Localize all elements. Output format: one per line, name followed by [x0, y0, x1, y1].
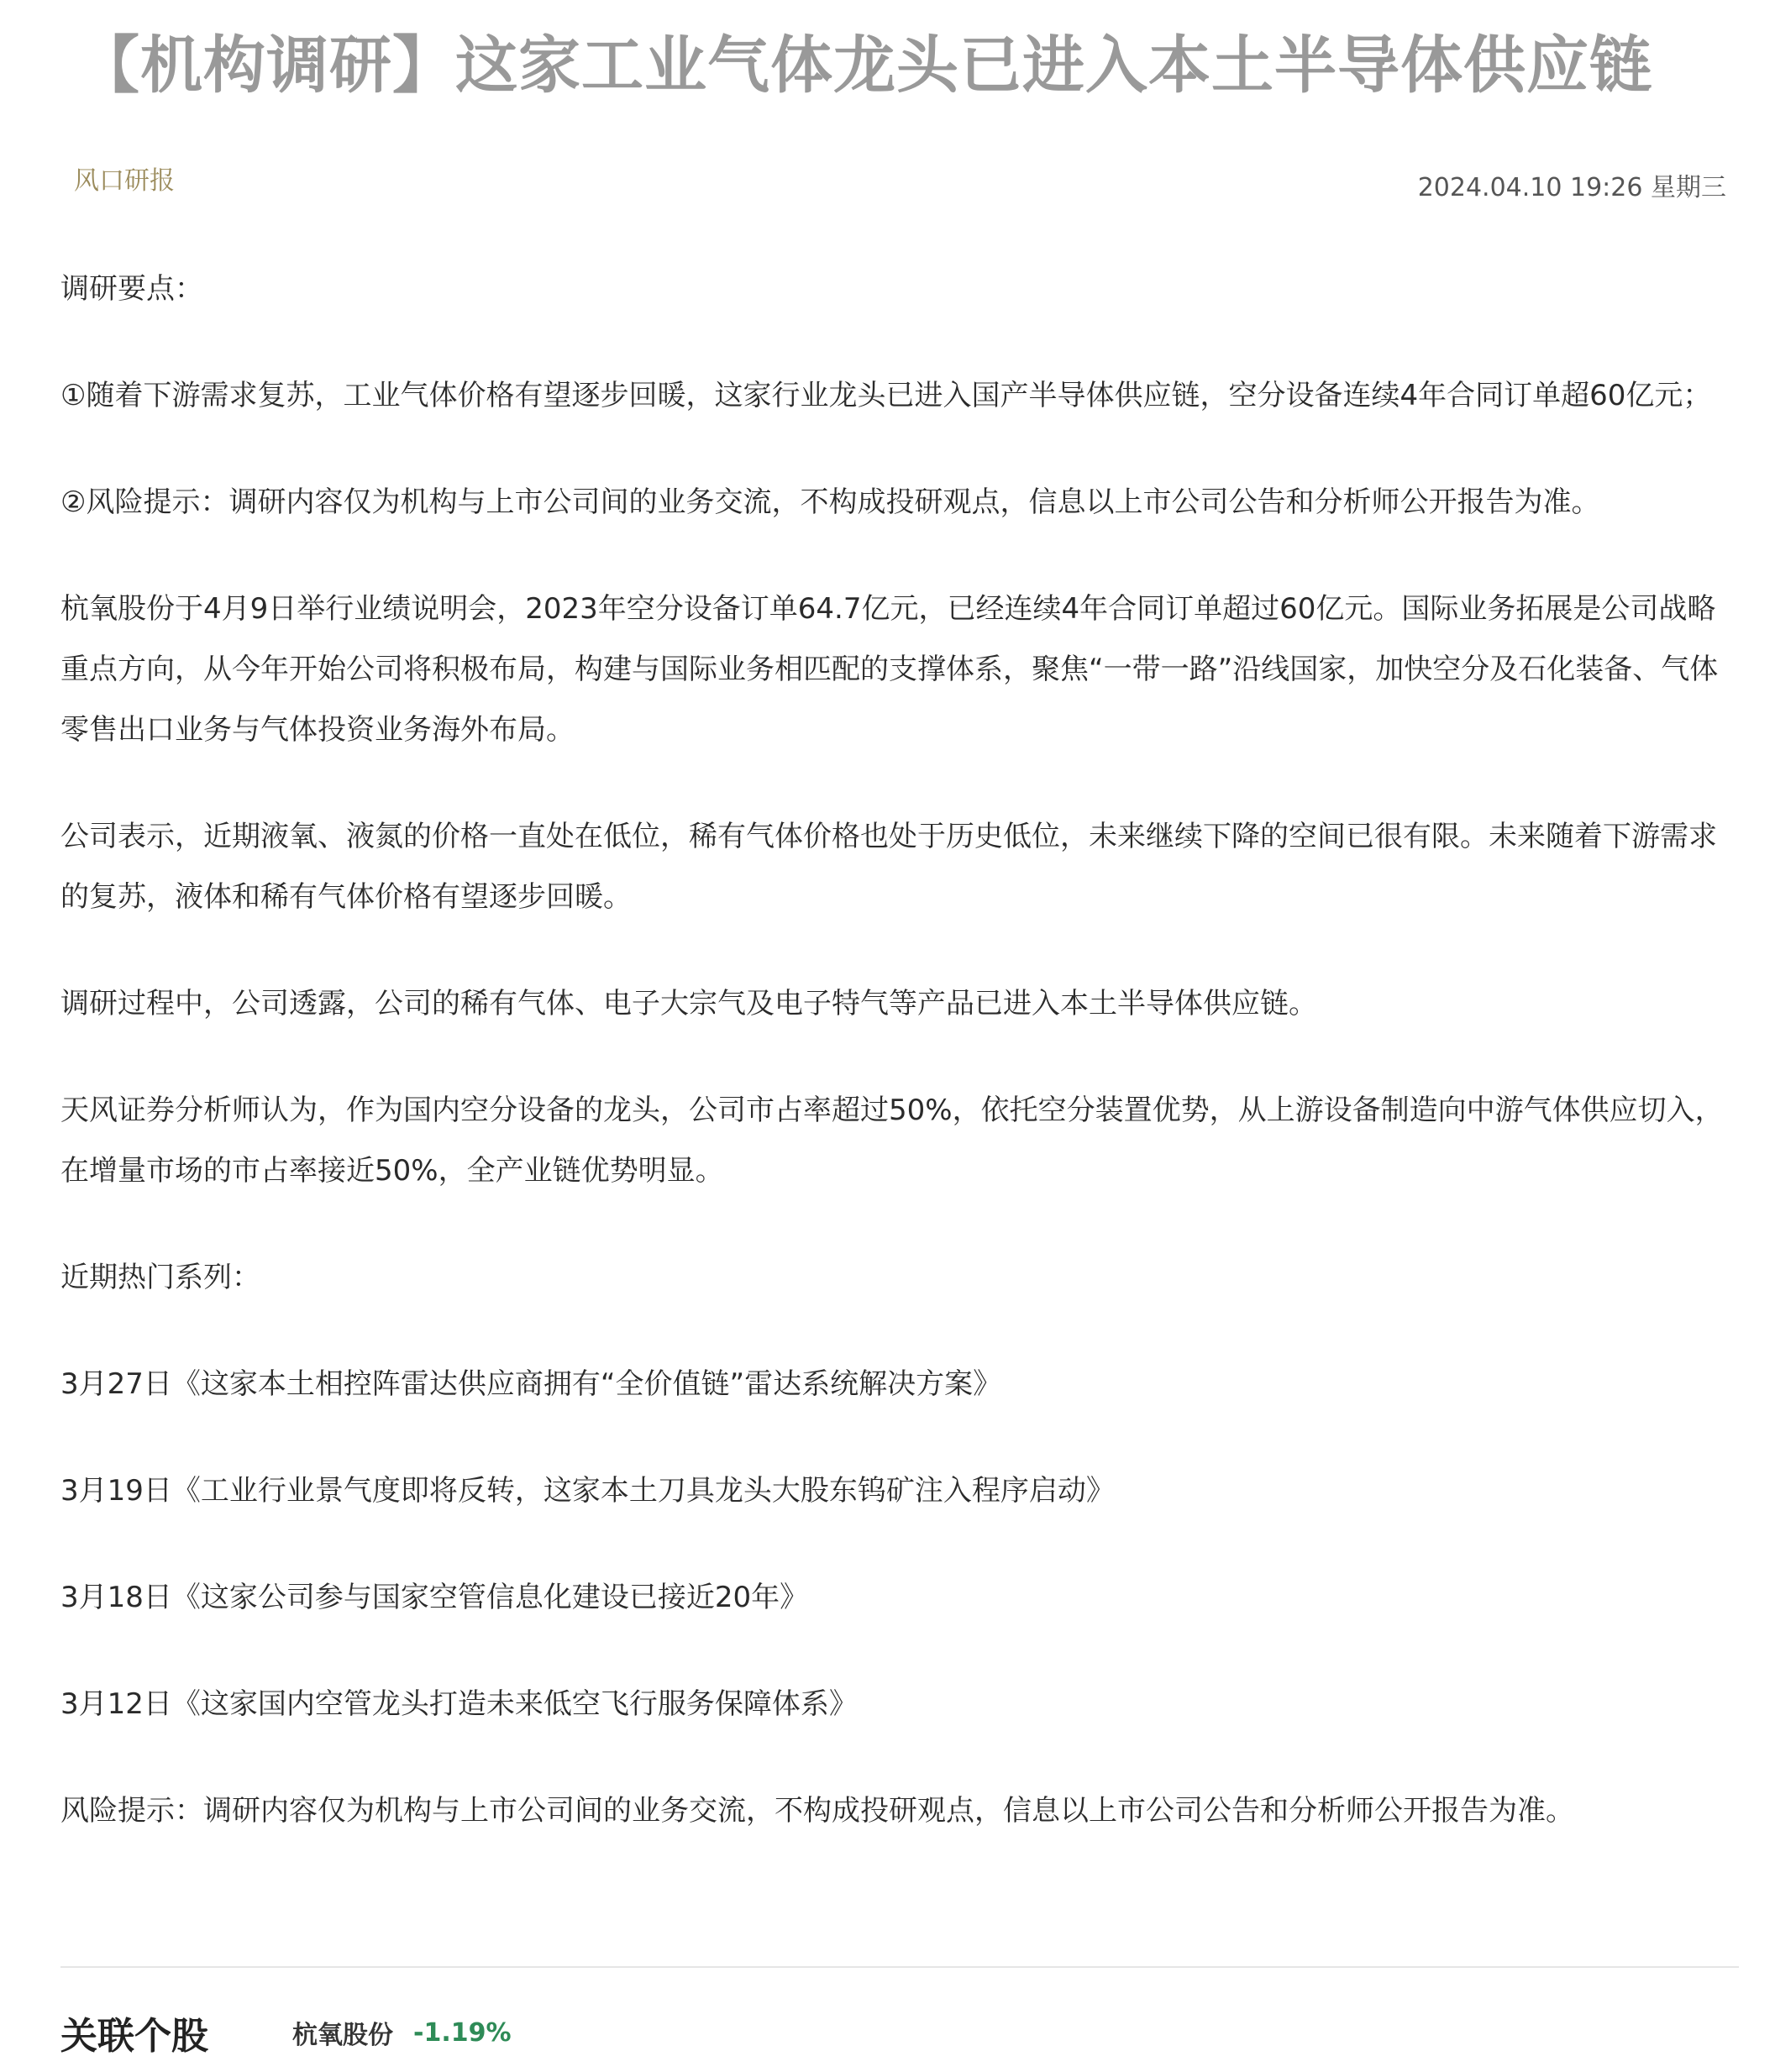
article-title: 【机构调研】这家工业气体龙头已进入本土半导体供应链 — [77, 29, 1652, 102]
paragraph-point-1: ①随着下游需求复苏，工业气体价格有望逐步回暖，这家行业龙头已进入国产半导体供应链，空分设备连续4年合同订单超60亿元； — [60, 379, 1712, 412]
article-source[interactable]: 风口研报 — [74, 166, 175, 196]
paragraph-point-2: ②风险提示：调研内容仅为机构与上市公司间的业务交流，不构成投研观点，信息以上市公司公告和分析师公开报告为准。 — [60, 485, 1600, 519]
related-stocks-heading: 关联个股 — [60, 2015, 208, 2058]
article-datetime: 2024.04.10 19:26 星期三 — [1417, 173, 1726, 202]
series-item[interactable]: 3月18日《这家公司参与国家空管信息化建设已接近20年》 — [60, 1581, 809, 1614]
series-item[interactable]: 3月12日《这家国内空管龙头打造未来低空飞行服务保障体系》 — [60, 1687, 858, 1721]
paragraph-earnings-call: 杭氧股份于4月9日举行业绩说明会，2023年空分设备订单64.7亿元，已经连续4年合同订单超过60亿元。国际业务拓展是公司战略重点方向，从今年开始公司将积极布局，构建与国际业务相匹配的支撑体系，聚焦“一带一路”沿线国家，加快空分及石化装备、气体零售出口业务与气体投资业务海外布局。 — [60, 592, 1719, 747]
paragraph-hot-series-heading: 近期热门系列： — [60, 1261, 260, 1294]
related-stock-name[interactable]: 杭氧股份 — [292, 2021, 393, 2050]
paragraph-supply-chain: 调研过程中，公司透露，公司的稀有气体、电子大宗气及电子特气等产品已进入本土半导体供应链。 — [60, 987, 1317, 1020]
related-stock-change: -1.19% — [413, 2017, 512, 2048]
series-item[interactable]: 3月27日《这家本土相控阵雷达供应商拥有“全价值链”雷达系统解决方案》 — [60, 1367, 1002, 1401]
article-body — [60, 259, 1739, 1887]
paragraph-analyst: 天风证券分析师认为，作为国内空分设备的龙头，公司市占率超过50%，依托空分装置优势，从上游设备制造向中游气体供应切入，在增量市场的市占率接近50%，全产业链优势明显。 — [60, 1094, 1724, 1188]
series-item[interactable]: 3月19日《工业行业景气度即将反转，这家本土刀具龙头大股东钨矿注入程序启动》 — [60, 1474, 1115, 1508]
paragraph-prices: 公司表示，近期液氧、液氮的价格一直处在低位，稀有气体价格也处于历史低位，未来继续下降的空间已很有限。未来随着下游需求的复苏，液体和稀有气体价格有望逐步回暖。 — [60, 820, 1717, 914]
paragraph-key-points: 调研要点： — [60, 272, 203, 306]
paragraph-risk-notice: 风险提示：调研内容仅为机构与上市公司间的业务交流，不构成投研观点，信息以上市公司公告和分析师公开报告为准。 — [60, 1794, 1574, 1828]
section-divider — [60, 1966, 1739, 1968]
related-stocks — [60, 2007, 512, 2058]
